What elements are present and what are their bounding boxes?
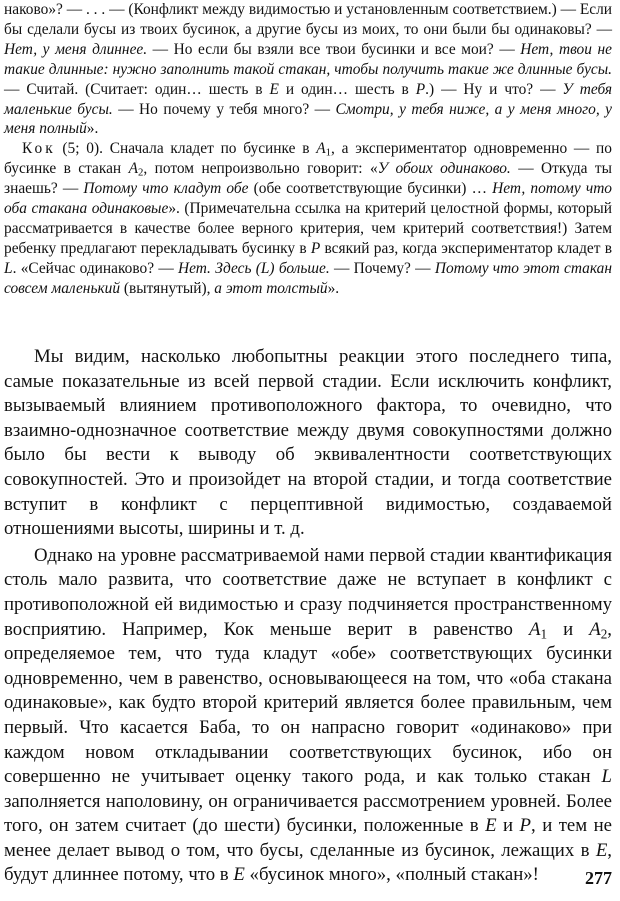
text-run: «бусинок много», «полный стакан»! xyxy=(244,864,539,886)
spaced-name: Кок xyxy=(22,140,56,158)
text-run: (5; 0). Сначала кладет по бусинке в xyxy=(55,140,317,158)
text-run: всякий раз, когда экспериментатор кладет в xyxy=(320,239,612,257)
text-run: ». (Примечательна ссылка на критерий целостной формы, который рассматривается в качестве более верного критерия, чем критерий соответствия!) Затем ребенку предлагают перекладывать бусинку в xyxy=(4,200,612,257)
italic-run: A xyxy=(316,140,326,158)
italic-run: Смотри, у тебя ниже, а у меня много, у меня полный xyxy=(4,100,612,138)
text-run: ». xyxy=(86,120,99,138)
italic-run: Нет, потому что оба стакана одинаковые xyxy=(4,180,613,218)
subscript: 1 xyxy=(325,147,332,160)
text-run: ». xyxy=(327,279,340,297)
text-run: заполняется наполовину, он ограничивается рассмотрением уровней. Более того, он затем считает (до шести) бусинки, положенные в xyxy=(4,790,612,837)
main-paragraph-1 xyxy=(4,345,612,542)
italic-run: L xyxy=(601,766,612,788)
text-run: , и тем не менее делает вывод о том, что бусы, сделанные из бусинок, лежащих в xyxy=(4,815,612,861)
text-run: , а экспериментатор одновременно — по бусинке в стакан xyxy=(4,140,612,178)
italic-run: P xyxy=(310,239,321,257)
page-number: 277 xyxy=(585,868,612,888)
text-run: — Но если бы взяли все твои бусинки и все мои? — xyxy=(147,40,521,58)
italic-run: а этот толстый xyxy=(214,279,328,297)
text-run: , будут длиннее потому, что в xyxy=(4,839,612,886)
text-run: . «Сейчас одинаково? — xyxy=(12,259,179,277)
italic-run: A xyxy=(589,618,601,640)
protocol-paragraph-kok xyxy=(4,139,612,298)
italic-run: Нет, у меня длиннее. xyxy=(4,40,148,58)
italic-run: Нет, твои не такие длинные: нужно заполнить такой стакан, чтобы получить такие же длинные бусы. xyxy=(4,40,612,78)
main-paragraph-2 xyxy=(4,544,612,888)
protocol-paragraph-1 xyxy=(4,0,612,139)
text-run: Однако на уровне рассматриваемой нами первой стадии квантификация столь мало развита, что соответствие даже не вступает в конфликт с противоположной ей видимостью и сразу подчиняется пространственному восприятию. Например, Кок меньше верит в равенство xyxy=(4,544,612,640)
text-run: и xyxy=(547,618,590,640)
text-run: и xyxy=(496,815,520,837)
italic-run: У обоих одинаково. xyxy=(377,160,511,178)
italic-run: L xyxy=(4,259,13,277)
italic-run: A xyxy=(128,160,138,178)
main-text-block xyxy=(4,345,612,888)
italic-run: Потому что кладут обе xyxy=(83,180,249,198)
text-run: (обе соответствующие бусинки) … xyxy=(248,180,493,198)
subscript: 1 xyxy=(540,625,548,641)
text-run: Мы видим, насколько любопытны реакции этого последнего типа, самые показательные из всей первой стадии. Если исключить конфликт, вызываемый влиянием противоположного фактора, то очевидно, что взаимно-однозначное соответствие между двумя совокупностями должно было бы вести к выводу об эквивалентности соответствующих совокупностей. Это и произойдет на второй стадии, и тогда соответствие вступит в конфликт с перцептивной видимостью, создаваемой отношениями высоты, ширины и т. д. xyxy=(4,346,612,540)
text-run: , потом непроизвольно говорит: « xyxy=(143,160,378,178)
subscript: 2 xyxy=(137,166,144,179)
italic-run: У тебя маленькие бусы. xyxy=(4,80,612,118)
italic-run: E xyxy=(485,815,497,837)
text-run: — Откуда ты знаешь? — xyxy=(4,160,612,198)
text-run: (вытянутый), xyxy=(120,279,215,297)
text-run: наково»? — . . . — (Конфликт между видимостью и установленным соответствием.) — Если бы сделали бусы из твоих бусинок, а другие бусы из моих, то они были бы одинаковы? — xyxy=(4,1,612,38)
protocol-block xyxy=(4,0,612,299)
italic-run: P xyxy=(415,80,426,98)
italic-run: Нет. Здесь (L) больше. xyxy=(178,259,330,277)
italic-run: E xyxy=(269,80,279,98)
subscript: 2 xyxy=(600,625,608,641)
text-run: — Почему? — xyxy=(329,259,435,277)
text-run: — Но почему у тебя много? — xyxy=(112,100,336,118)
italic-run: E xyxy=(595,839,608,861)
text-run: и один… шесть в xyxy=(278,80,416,98)
italic-run: Потому что этот стакан совсем маленький xyxy=(4,259,613,297)
text-run: .) — Ну и что? — xyxy=(425,80,563,98)
text-run: , определяемое тем, что туда кладут «обе» соответствующих бусинки одновременно, чем в равенство, основывающееся на том, что «оба стакана одинаковые», как будто второй критерий является более правильным, чем первый. Что касается Баба, то он напрасно говорит «одинаково» при каждом новом откладывании соответствующих бусинок, ибо он совершенно не учитывает оценку такого рода, и как только стакан xyxy=(4,618,612,788)
text-run: — Считай. (Считает: один… шесть в xyxy=(4,80,270,98)
italic-run: A xyxy=(528,618,541,640)
italic-run: P xyxy=(519,815,532,837)
italic-run: E xyxy=(233,864,245,886)
